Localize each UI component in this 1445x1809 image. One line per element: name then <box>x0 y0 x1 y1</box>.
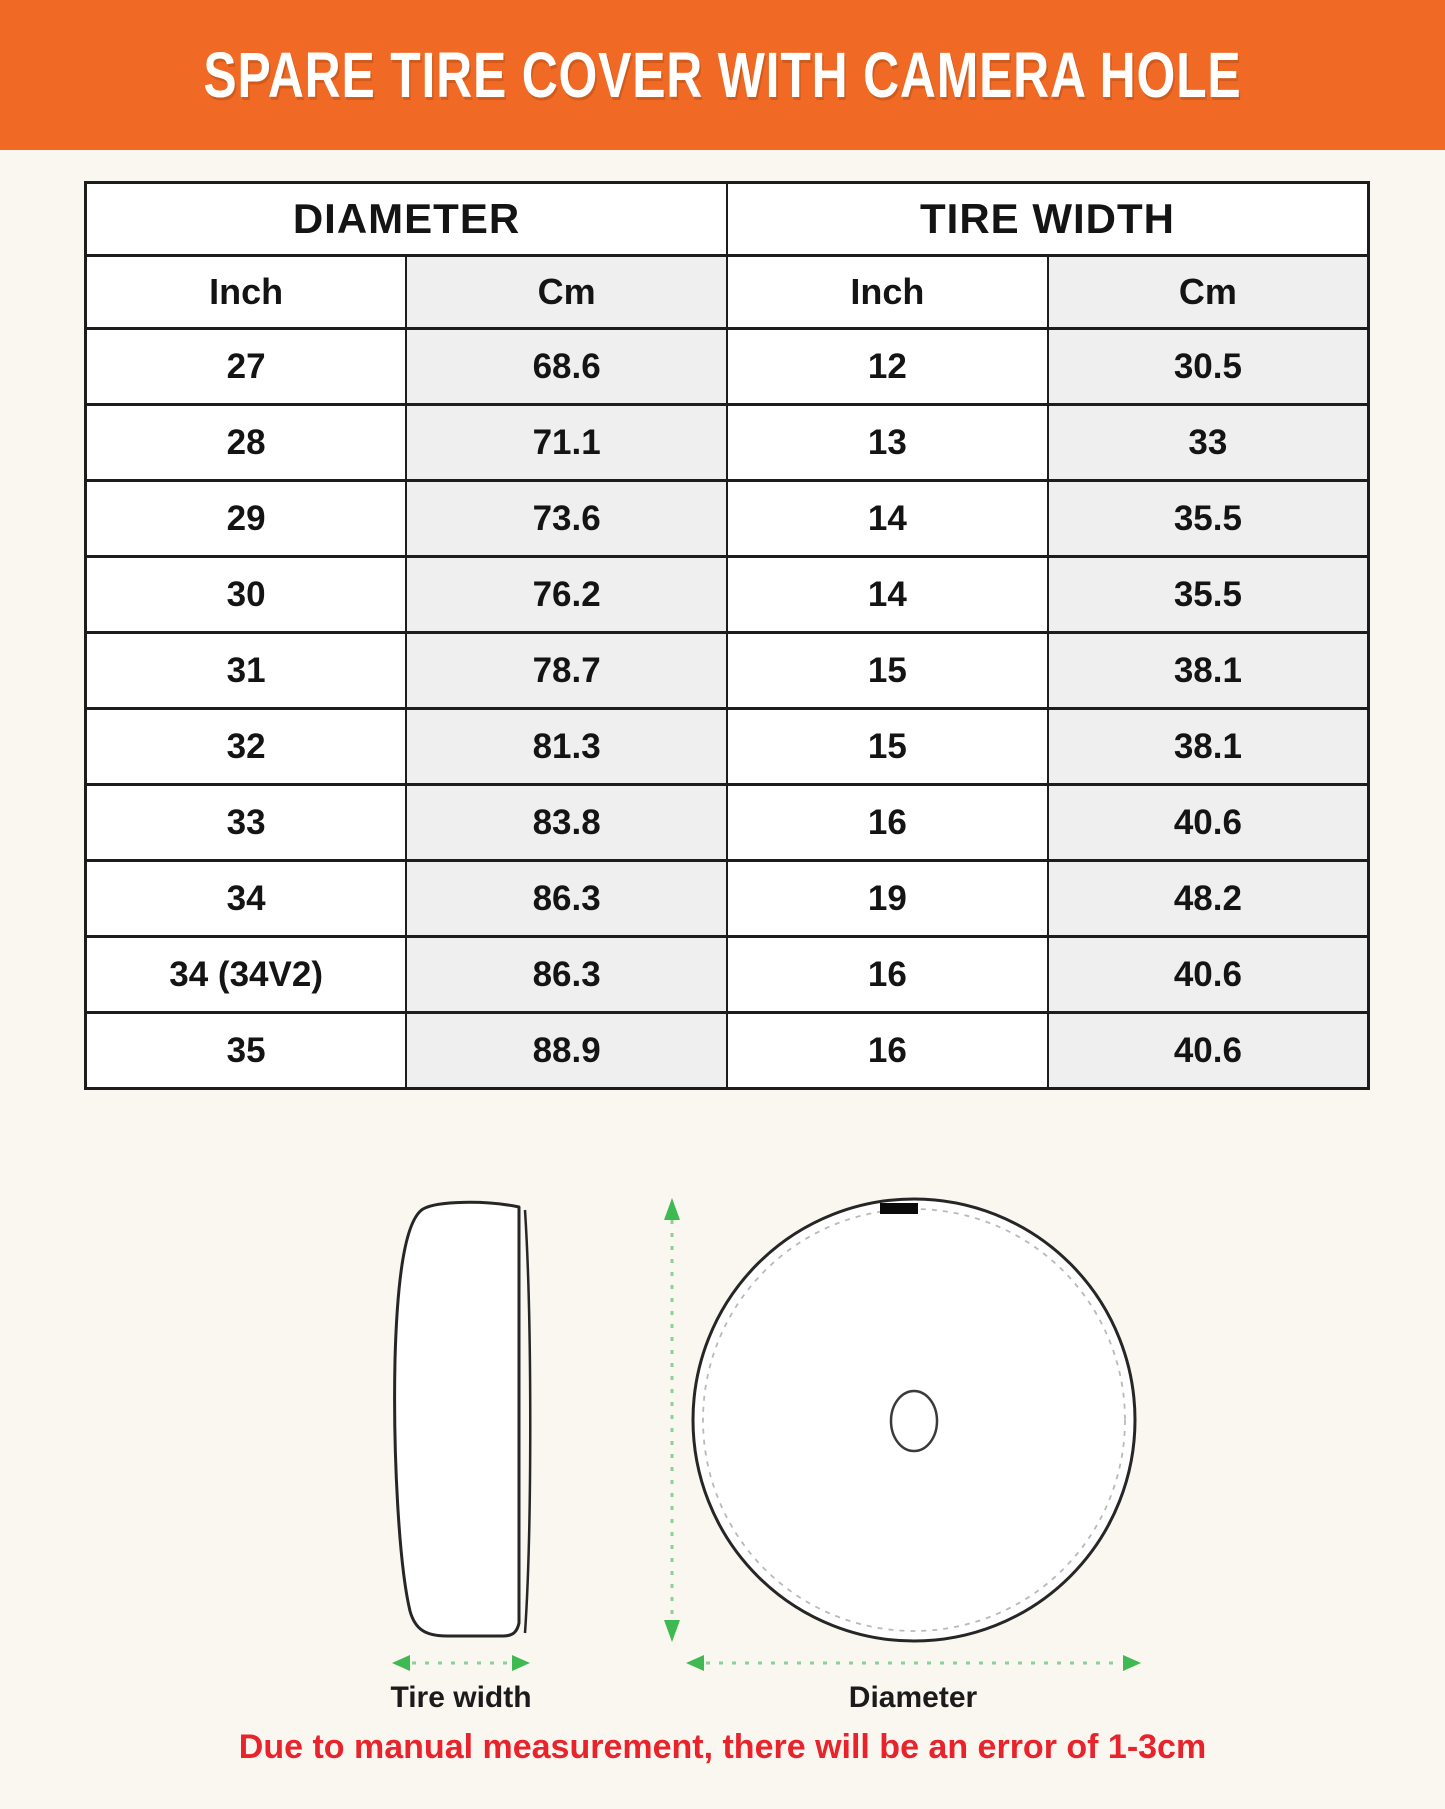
table-row <box>86 329 1369 405</box>
size-cell: 14 <box>727 557 1048 633</box>
table-group-header-row <box>86 183 1369 256</box>
column-header-inch-width: Inch <box>727 256 1048 329</box>
strap-mark <box>880 1203 918 1214</box>
table-row <box>86 861 1369 937</box>
column-header-cm-width: Cm <box>1048 256 1369 329</box>
size-cell: 30 <box>86 557 407 633</box>
size-cell: 16 <box>727 937 1048 1013</box>
size-cell: 32 <box>86 709 407 785</box>
camera-hole <box>891 1391 937 1451</box>
tire-side-view <box>395 1202 531 1636</box>
size-cell: 13 <box>727 405 1048 481</box>
size-cell: 40.6 <box>1048 785 1369 861</box>
tire-measurement-diagram <box>0 1150 1445 1720</box>
size-cell: 40.6 <box>1048 937 1369 1013</box>
size-cell: 19 <box>727 861 1048 937</box>
size-table <box>84 181 1370 1090</box>
diameter-arrow-icon <box>686 1655 1141 1671</box>
size-cell: 35.5 <box>1048 481 1369 557</box>
size-cell: 83.8 <box>406 785 727 861</box>
size-cell: 15 <box>727 633 1048 709</box>
table-row <box>86 405 1369 481</box>
size-cell: 81.3 <box>406 709 727 785</box>
size-cell: 86.3 <box>406 937 727 1013</box>
size-cell: 38.1 <box>1048 633 1369 709</box>
size-cell: 31 <box>86 633 407 709</box>
size-cell: 78.7 <box>406 633 727 709</box>
diameter-label: Diameter <box>848 1681 978 1714</box>
tire-width-label: Tire width <box>390 1681 532 1714</box>
size-cell: 35.5 <box>1048 557 1369 633</box>
group-header-diameter: DIAMETER <box>86 183 728 256</box>
table-row <box>86 937 1369 1013</box>
size-cell: 40.6 <box>1048 1013 1369 1089</box>
column-header-inch-diameter: Inch <box>86 256 407 329</box>
height-arrow-icon <box>664 1198 680 1642</box>
size-cell: 29 <box>86 481 407 557</box>
table-row <box>86 557 1369 633</box>
size-cell: 71.1 <box>406 405 727 481</box>
size-cell: 38.1 <box>1048 709 1369 785</box>
size-cell: 76.2 <box>406 557 727 633</box>
column-header-cm-diameter: Cm <box>406 256 727 329</box>
size-cell: 16 <box>727 785 1048 861</box>
size-cell: 28 <box>86 405 407 481</box>
size-cell: 48.2 <box>1048 861 1369 937</box>
size-cell: 86.3 <box>406 861 727 937</box>
table-row <box>86 1013 1369 1089</box>
size-cell: 34 <box>86 861 407 937</box>
size-table-body <box>86 329 1369 1089</box>
size-cell: 88.9 <box>406 1013 727 1089</box>
size-cell: 73.6 <box>406 481 727 557</box>
size-cell: 16 <box>727 1013 1048 1089</box>
size-cell: 14 <box>727 481 1048 557</box>
group-header-tire-width: TIRE WIDTH <box>727 183 1369 256</box>
size-cell: 12 <box>727 329 1048 405</box>
size-cell: 33 <box>1048 405 1369 481</box>
table-column-header-row <box>86 256 1369 329</box>
measurement-disclaimer: Due to manual measurement, there will be an error of 1-3cm <box>238 1728 1207 1766</box>
size-cell: 15 <box>727 709 1048 785</box>
width-arrow-icon <box>392 1655 530 1671</box>
size-cell: 35 <box>86 1013 407 1089</box>
size-cell: 30.5 <box>1048 329 1369 405</box>
table-row <box>86 709 1369 785</box>
size-cell: 27 <box>86 329 407 405</box>
table-row <box>86 633 1369 709</box>
page-title: SPARE TIRE COVER WITH CAMERA HOLE <box>203 39 1242 111</box>
size-cell: 68.6 <box>406 329 727 405</box>
title-banner <box>0 0 1445 150</box>
size-cell: 33 <box>86 785 407 861</box>
table-row <box>86 481 1369 557</box>
tire-front-view <box>693 1199 1135 1641</box>
table-row <box>86 785 1369 861</box>
size-cell: 34 (34V2) <box>86 937 407 1013</box>
